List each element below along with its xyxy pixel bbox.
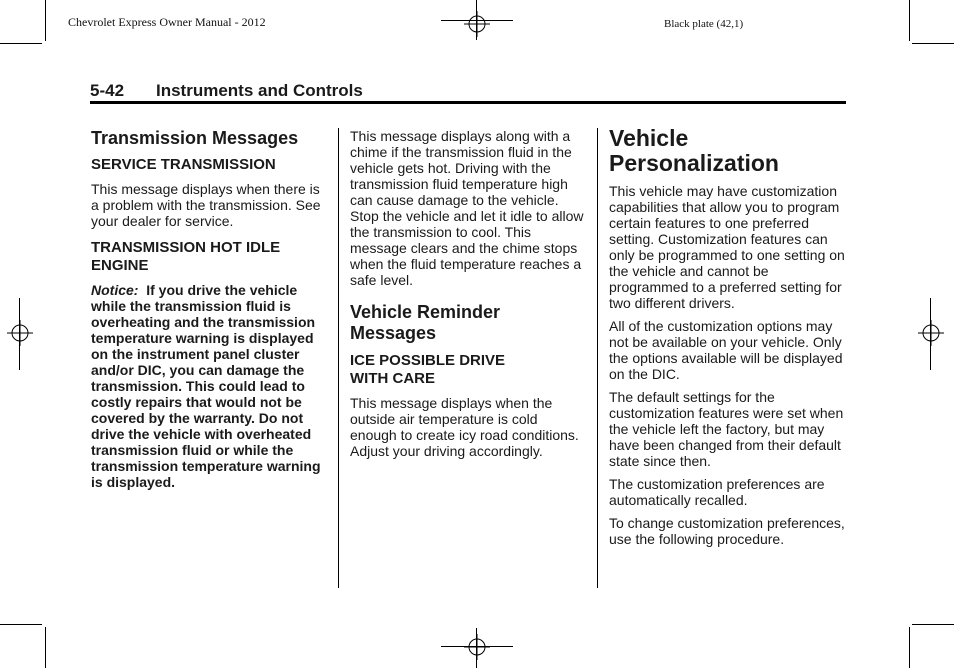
section-heading: Vehicle Reminder Messages bbox=[350, 302, 501, 343]
crop-mark bbox=[909, 0, 910, 41]
crop-mark bbox=[0, 624, 42, 625]
registration-line bbox=[476, 628, 477, 668]
registration-line bbox=[476, 0, 477, 40]
paragraph: The default settings for the customization features were set when the vehicle left the factory, but may have been changed from their default state since then. bbox=[609, 389, 844, 469]
subheading: ICE POSSIBLE DRIVE WITH CARE bbox=[350, 352, 506, 387]
paragraph: All of the customization options may not be available on your vehicle. Only the options available will be displayed on the DIC. bbox=[609, 318, 843, 382]
registration-line bbox=[441, 20, 513, 21]
column-divider bbox=[338, 128, 339, 588]
plate-label: Black plate (42,1) bbox=[664, 18, 744, 30]
paragraph: The customization preferences are automatically recalled. bbox=[609, 476, 825, 508]
column-3 bbox=[609, 126, 847, 554]
section-heading: Vehicle Personalization bbox=[609, 125, 779, 176]
running-head bbox=[90, 81, 363, 101]
crop-mark bbox=[909, 627, 910, 668]
notice-paragraph bbox=[91, 282, 327, 490]
registration-line bbox=[441, 646, 513, 647]
section-heading: Transmission Messages bbox=[91, 128, 299, 148]
registration-mark-icon bbox=[464, 11, 490, 37]
crop-mark bbox=[45, 627, 46, 668]
section-title: Instruments and Controls bbox=[156, 81, 363, 100]
page-number: 5-42 bbox=[90, 81, 125, 100]
paragraph: To change customization preferences, use the following procedure. bbox=[609, 515, 845, 547]
subheading: TRANSMISSION HOT IDLE ENGINE bbox=[91, 239, 281, 274]
crop-mark bbox=[0, 43, 42, 44]
registration-line bbox=[930, 298, 931, 370]
crop-mark bbox=[912, 43, 954, 44]
paragraph: This message displays along with a chime if the transmission fluid in the vehicle gets hot. Driving with the transmission fluid temperature high can cause damage to the vehicle. Stop the vehicle and let it idle to allow the transmission to cool. This message clears and the chime stops when the fluid temperature reaches a safe level. bbox=[350, 128, 584, 288]
subheading: SERVICE TRANSMISSION bbox=[91, 156, 276, 173]
column-divider bbox=[597, 128, 598, 588]
paragraph: This message displays when the outside air temperature is cold enough to create icy road conditions. Adjust your driving accordingly. bbox=[350, 395, 579, 459]
paragraph: This vehicle may have customization capabilities that allow you to program certain features to one preferred setting. Customization features can only be programmed to one setting on the vehicle and cannot be programmed to a preferred setting for two different drivers. bbox=[609, 183, 845, 311]
registration-mark-icon bbox=[7, 320, 33, 346]
manual-title: Chevrolet Express Owner Manual - 2012 bbox=[68, 15, 266, 29]
column-1 bbox=[91, 128, 327, 497]
registration-mark-icon bbox=[918, 320, 944, 346]
notice-text: If you drive the vehicle while the transmission fluid is overheating and the transmission temperature warning is displayed on the instrument panel cluster and/or DIC, you can damage the transmission. This could lead to costly repairs that would not be covered by the warranty. Do not drive the vehicle with overheated transmission fluid or while the transmission temperature warning is displayed. bbox=[91, 282, 321, 490]
notice-label: Notice: bbox=[91, 282, 139, 298]
paragraph: This message displays when there is a problem with the transmission. See your dealer for service. bbox=[91, 181, 321, 229]
crop-mark bbox=[45, 0, 46, 41]
registration-mark-icon bbox=[464, 634, 490, 660]
crop-mark bbox=[912, 624, 954, 625]
column-2 bbox=[350, 128, 586, 466]
header-rule bbox=[90, 101, 846, 104]
registration-line bbox=[19, 298, 20, 370]
